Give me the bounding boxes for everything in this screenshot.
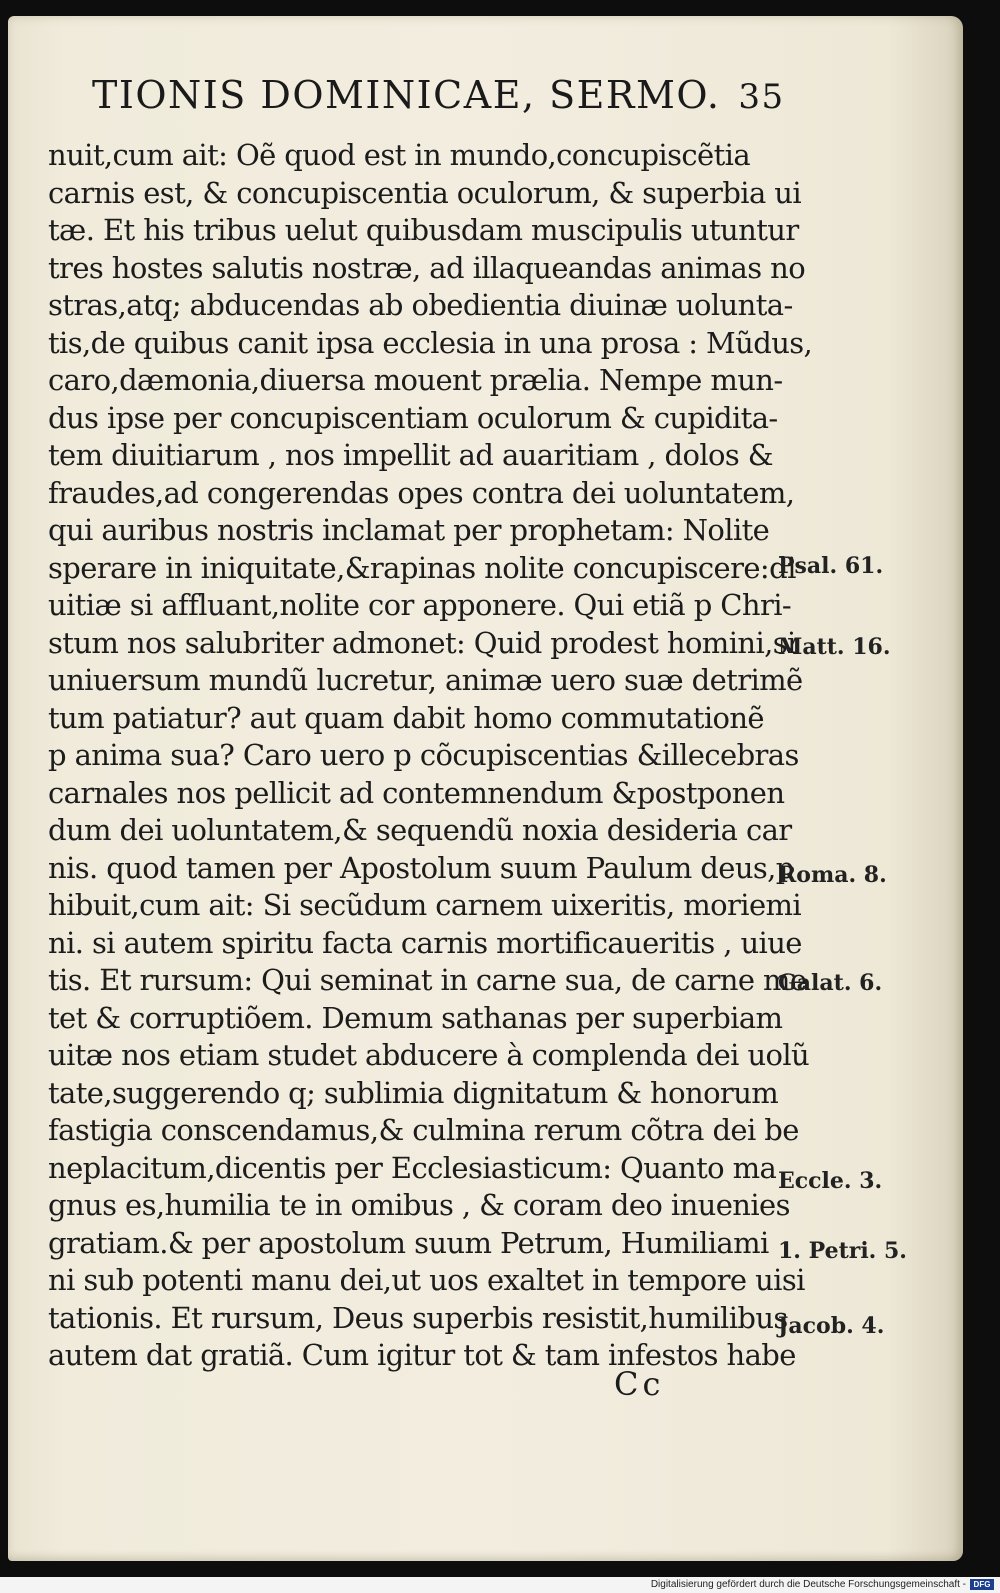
text-line: gnus es,humilia te in omibus , & coram deo inuenies (48, 1188, 790, 1222)
text-line: tres hostes salutis nostræ, ad illaqueandas animas no (48, 250, 806, 285)
margin-note: Matt. 16. (778, 634, 891, 660)
text-line: uitiæ si affluant,nolite cor apponere. Qui etiã p Chri- (48, 588, 792, 622)
dfg-logo-icon: DFG (970, 1579, 994, 1590)
margin-note: Psal. 61. (778, 553, 884, 579)
text-line: qui auribus nostris inclamat per prophetam: Nolite (48, 513, 770, 547)
text-line: tæ. Et his tribus uelut quibusdam muscipulis utuntur (48, 213, 799, 247)
text-line: nuit,cum ait: Oẽ quod est in mundo,concupiscẽtia (48, 138, 751, 172)
text-line: sperare in iniquitate,&rapinas nolite concupiscere:di (48, 550, 796, 585)
running-head (92, 73, 785, 117)
text-line: neplacitum,dicentis per Ecclesiasticum: Quanto ma (48, 1150, 777, 1185)
margin-note: 1. Petri. 5. (778, 1238, 907, 1264)
margin-note: Roma. 8. (778, 862, 887, 888)
text-line: stras,atq; abducendas ab obedientia diuinæ uolunta- (48, 288, 793, 322)
text-line: p anima sua? Caro uero p cõcupiscentias &illecebras (48, 738, 799, 772)
margin-note: Jacob. 4. (778, 1313, 885, 1339)
footer-credit: Digitalisierung gefördert durch die Deutsche Forschungsgemeinschaft - (650, 1579, 966, 1590)
text-line: tis,de quibus canit ipsa ecclesia in una prosa : Mũdus, (48, 325, 813, 360)
text-line: tet & corruptiõem. Demum sathanas per superbiam (48, 1000, 783, 1035)
text-line: tem diuitiarum , nos impellit ad auaritiam , dolos & (48, 438, 773, 472)
text-line: tationis. Et rursum, Deus superbis resistit,humilibus (48, 1300, 788, 1335)
text-line: stum nos salubriter admonet: Quid prodest homini,si (48, 625, 796, 660)
folio-number: 35 (738, 77, 785, 117)
text-line: gratiam.& per apostolum suum Petrum, Humiliami (48, 1225, 769, 1260)
text-line: tis. Et rursum: Qui seminat in carne sua, de carne me (48, 963, 807, 997)
text-line: uniuersum mundũ lucretur, animæ uero suæ detrimẽ (48, 663, 803, 697)
text-line: hibuit,cum ait: Si secũdum carnem uixeritis, moriemi (48, 888, 802, 922)
text-line: tate,suggerendo q; sublimia dignitatum & honorum (48, 1075, 779, 1110)
signature-mark: Cc (614, 1365, 665, 1403)
margin-note: Eccle. 3. (778, 1168, 883, 1194)
text-line: nis. quod tamen per Apostolum suum Paulum deus,p (48, 850, 794, 885)
text-line: carnales nos pellicit ad contemnendum &postponen (48, 775, 785, 810)
running-head-title: TIONIS DOMINICAE, SERMO. (92, 73, 721, 117)
text-line: carnis est, & concupiscentia oculorum, & superbia ui (48, 175, 802, 210)
text-line: uitæ nos etiam studet abducere à complenda dei uolũ (48, 1038, 810, 1072)
body-text (48, 137, 813, 1375)
text-line: fastigia conscendamus,& culmina rerum cõtra dei be (48, 1113, 799, 1147)
text-line: tum patiatur? aut quam dabit homo commutationẽ (48, 700, 764, 735)
text-line: fraudes,ad congerendas opes contra dei uoluntatem, (48, 475, 795, 510)
text-line: dus ipse per concupiscentiam oculorum & cupidita- (48, 400, 778, 435)
text-line: caro,dæmonia,diuersa mouent prælia. Nempe mun- (48, 363, 783, 397)
text-line: dum dei uoluntatem,& sequendũ noxia desideria car (48, 813, 792, 847)
text-line: ni. si autem spiritu facta carnis mortificaueritis , uiue (48, 925, 802, 960)
margin-note: Galat. 6. (778, 970, 883, 996)
text-line: autem dat gratiã. Cum igitur tot & tam infestos habe (48, 1338, 796, 1372)
text-line: ni sub potenti manu dei,ut uos exaltet in tempore uisi (48, 1263, 805, 1297)
